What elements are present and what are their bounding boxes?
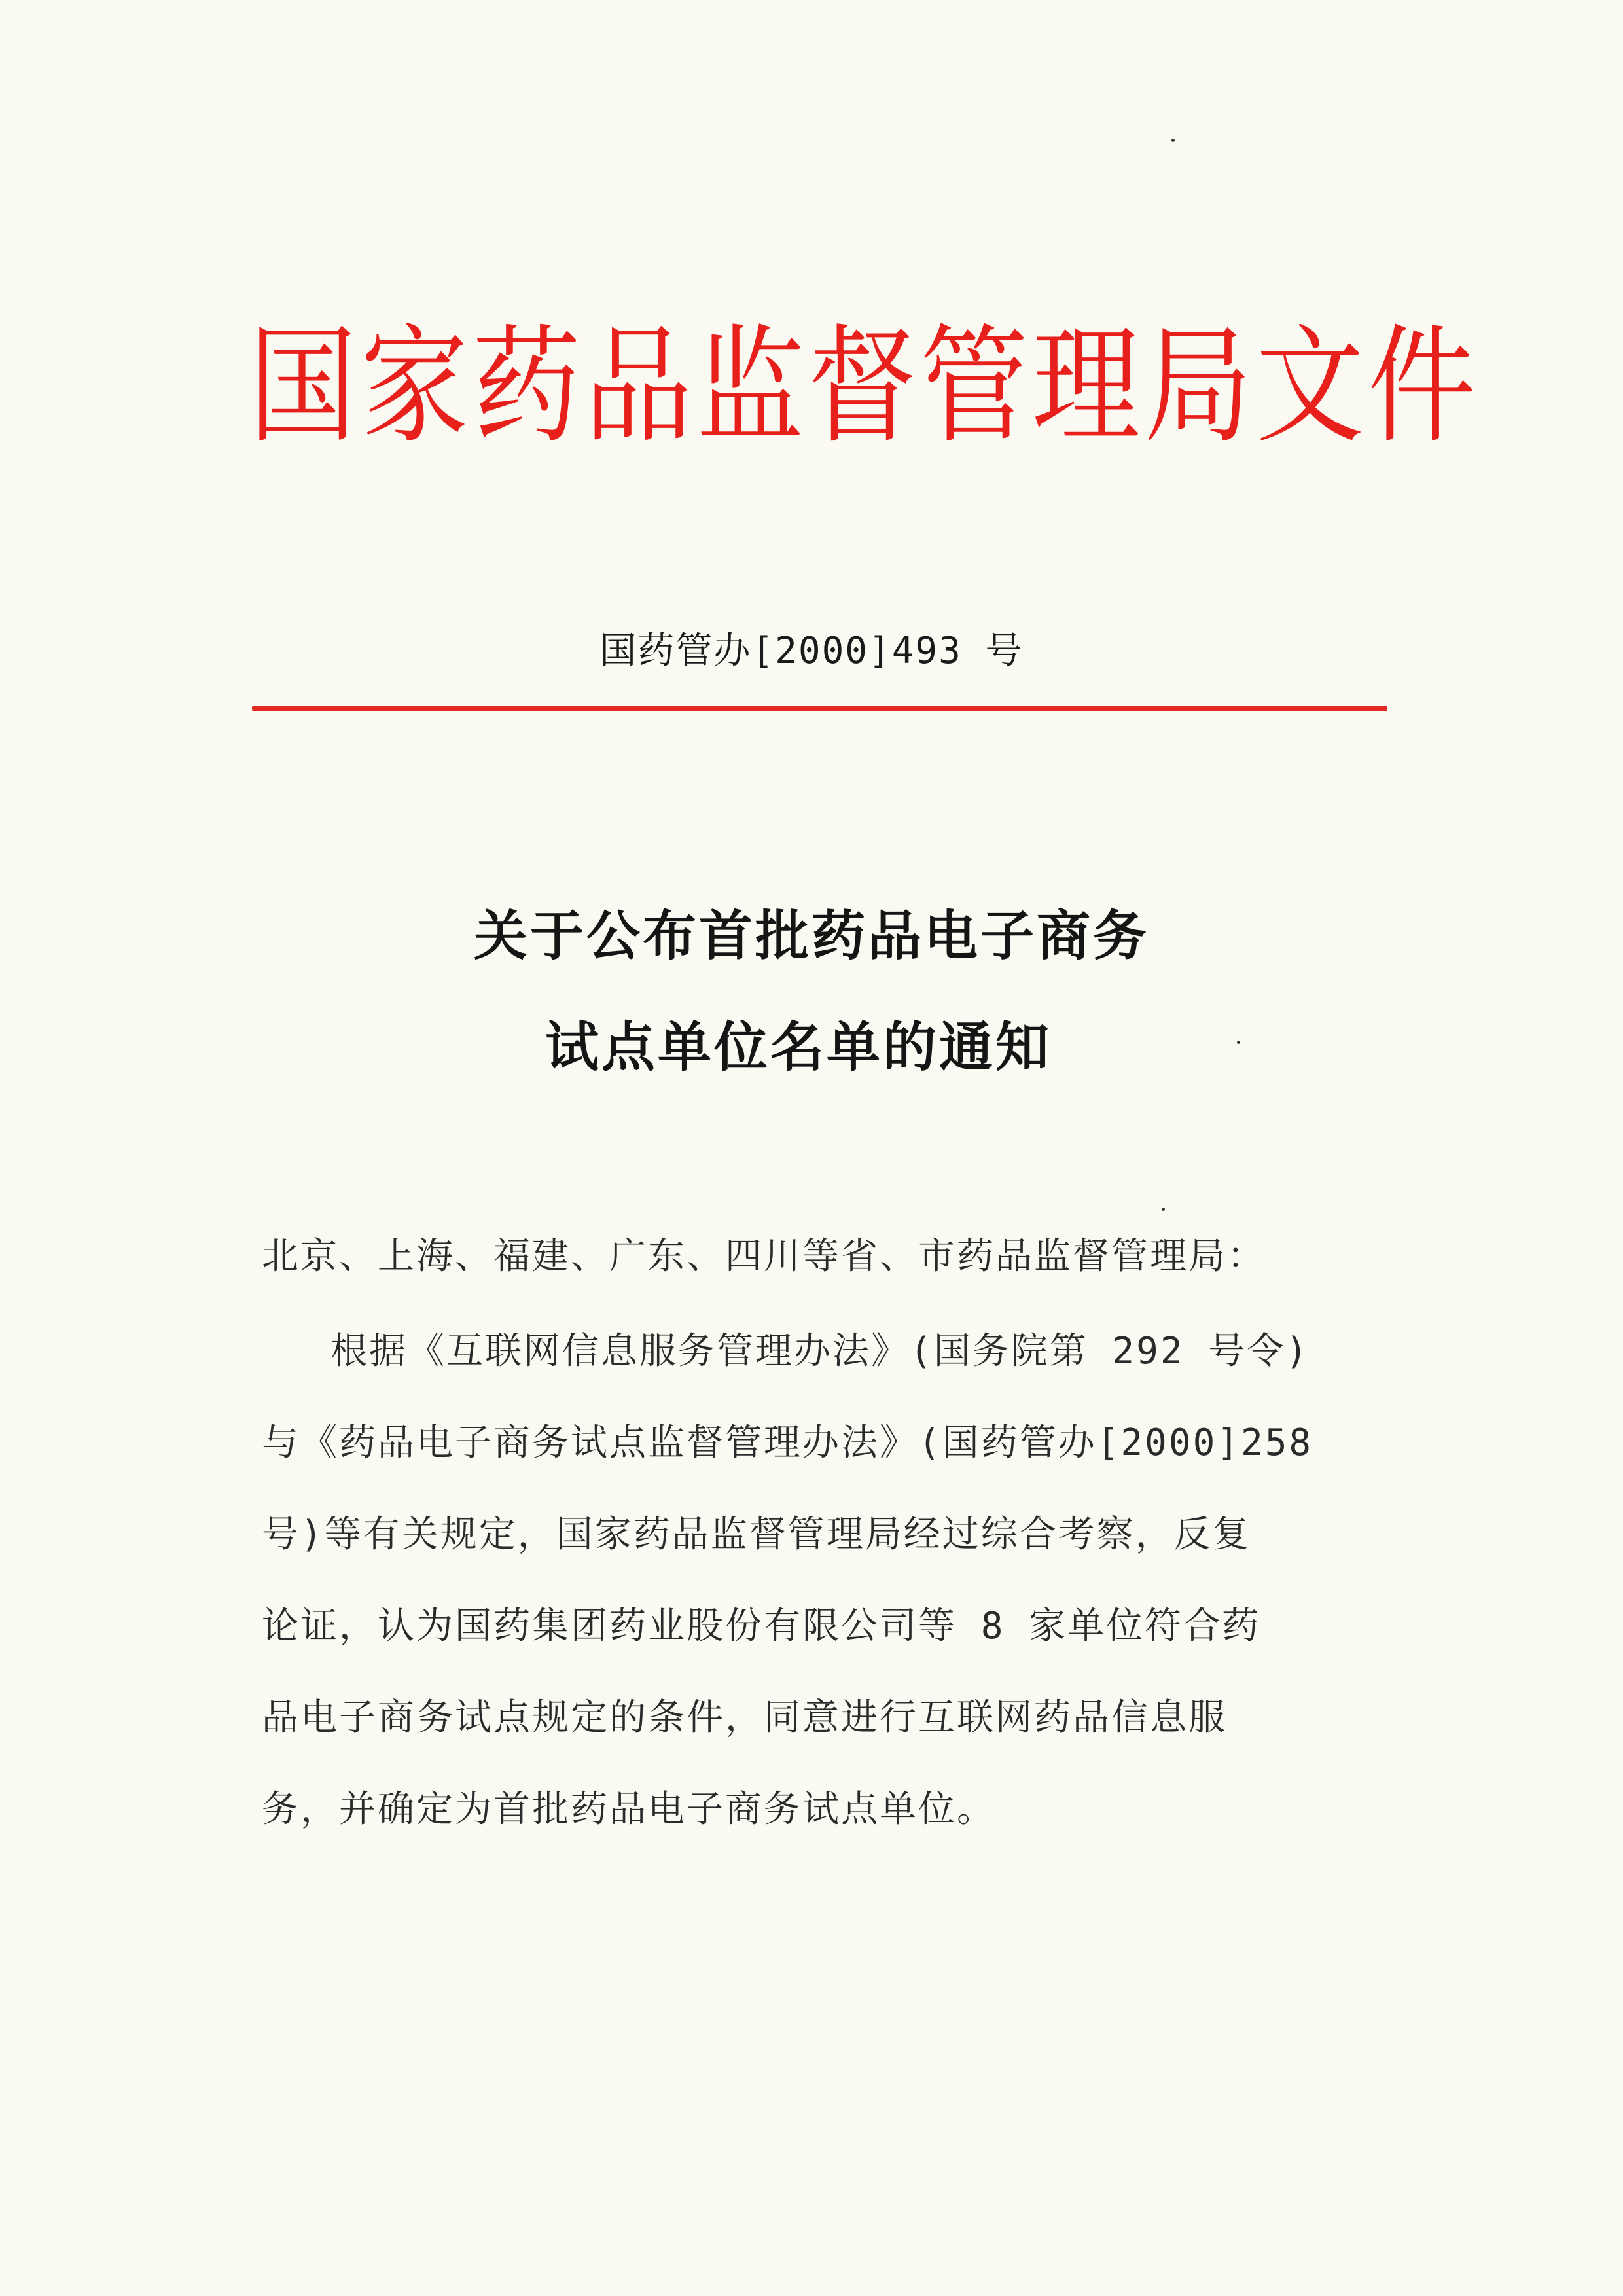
paragraph-line: 号)等有关规定，国家药品监督管理局经过综合考察，反复	[262, 1513, 1251, 1556]
paragraph-line: 品电子商务试点规定的条件，同意进行互联网药品信息服	[262, 1696, 1227, 1739]
agency-header-title: 国家药品监督管理局文件	[249, 312, 1480, 461]
notice-title-line-1: 关于公布首批药品电子商务	[473, 905, 1149, 967]
paper-speck	[1162, 1208, 1165, 1211]
paragraph-line: 与《药品电子商务试点监督管理办法》(国药管办[2000]258	[262, 1422, 1313, 1464]
red-divider-rule	[252, 706, 1387, 711]
addressee-line: 北京、上海、福建、广东、四川等省、市药品监督管理局：	[262, 1235, 1266, 1278]
paragraph-line: 论证，认为国药集团药业股份有限公司等 8 家单位符合药	[262, 1605, 1261, 1647]
notice-title-line-2: 试点单位名单的通知	[544, 1016, 1052, 1079]
paper-speck	[1171, 139, 1175, 142]
document-number: 国药管办[2000]493 号	[599, 630, 1024, 672]
paragraph-line: 根据《互联网信息服务管理办法》(国务院第 292 号令)	[330, 1330, 1310, 1372]
paragraph-line: 务，并确定为首批药品电子商务试点单位。	[262, 1788, 995, 1831]
paper-speck	[1237, 1041, 1240, 1044]
